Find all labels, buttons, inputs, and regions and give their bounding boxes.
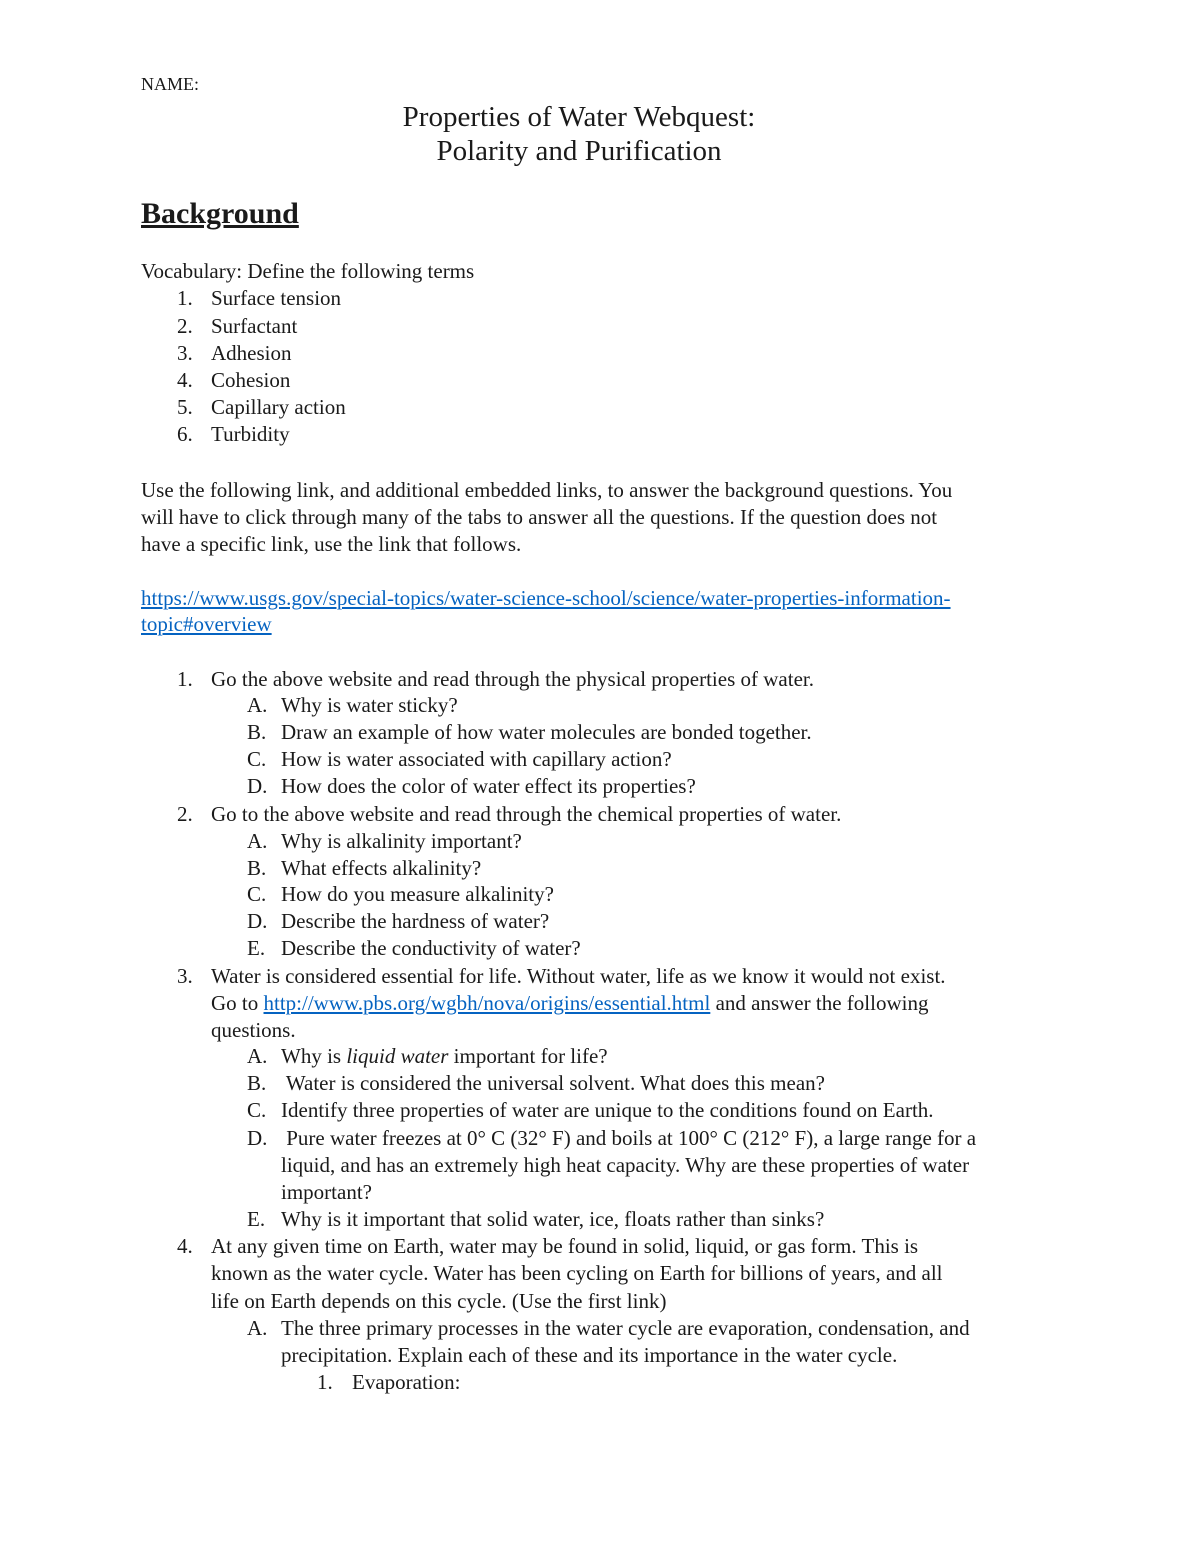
vocab-term: Adhesion [211, 341, 292, 365]
sub-letter: D. [247, 909, 268, 933]
sub-question-text: important for life? [448, 1044, 608, 1068]
vocab-term: Surfactant [211, 314, 298, 338]
sub-letter: C. [247, 747, 267, 771]
name-label: NAME: [141, 74, 199, 94]
usgs-link-line-1[interactable]: https://www.usgs.gov/special-topics/water-science-school/science/water-properties-information- [141, 586, 951, 610]
instructions-line-1: Use the following link, and additional embedded links, to answer the background questions. You [141, 478, 953, 502]
section-heading-background: Background [141, 197, 299, 230]
sub-letter: D. [247, 1126, 268, 1150]
sub-letter: E. [247, 936, 266, 960]
sub-question: Why is water sticky? [281, 693, 458, 717]
sub-letter: C. [247, 1098, 267, 1122]
sub-letter: D. [247, 774, 268, 798]
question-2-text: Go to the above website and read through the chemical properties of water. [211, 802, 842, 826]
question-3-line-2 [211, 990, 928, 1017]
question-3-line-3: questions. [211, 1018, 296, 1042]
vocab-num: 2. [177, 314, 193, 338]
vocab-num: 4. [177, 368, 193, 392]
question-number: 1. [177, 667, 193, 691]
title-line-1: Properties of Water Webquest: [402, 101, 756, 133]
question-1-text: Go the above website and read through the physical properties of water. [211, 667, 814, 691]
vocab-term: Capillary action [211, 395, 346, 419]
sub-question-text: Why is [281, 1044, 347, 1068]
sub-letter: C. [247, 882, 267, 906]
sub-question: Describe the hardness of water? [281, 909, 550, 933]
sub-letter: A. [247, 829, 268, 853]
vocab-num: 3. [177, 341, 193, 365]
vocab-num: 5. [177, 395, 193, 419]
question-number: 4. [177, 1234, 193, 1258]
sub-question: Why is it important that solid water, ice, floats rather than sinks? [281, 1207, 825, 1231]
instructions-line-3: have a specific link, use the link that follows. [141, 532, 522, 556]
sub-letter: A. [247, 693, 268, 717]
sub-question-cont: liquid, and has an extremely high heat capacity. Why are these properties of water [281, 1153, 970, 1177]
vocab-term: Turbidity [211, 422, 290, 446]
sub-letter: A. [247, 1316, 268, 1340]
vocab-term: Cohesion [211, 368, 291, 392]
sub-question: Describe the conductivity of water? [281, 936, 581, 960]
question-4-line-1: At any given time on Earth, water may be found in solid, liquid, or gas form. This is [211, 1234, 919, 1258]
vocab-num: 6. [177, 422, 193, 446]
question-3-answer-text: and answer the following [710, 991, 929, 1015]
sub-question: How does the color of water effect its properties? [281, 774, 696, 798]
question-4-line-2: known as the water cycle. Water has been cycling on Earth for billions of years, and all [211, 1261, 943, 1285]
sub-question-cont: precipitation. Explain each of these and its importance in the water cycle. [281, 1343, 898, 1367]
question-4-line-3: life on Earth depends on this cycle. (Use the first link) [211, 1289, 667, 1313]
sub-sub-item: Evaporation: [352, 1370, 461, 1394]
sub-question: Draw an example of how water molecules are bonded together. [281, 720, 812, 744]
usgs-link-line-2[interactable]: topic#overview [141, 612, 272, 636]
vocab-intro: Vocabulary: Define the following terms [141, 259, 475, 283]
sub-sub-number: 1. [317, 1370, 333, 1394]
sub-question: How do you measure alkalinity? [281, 882, 554, 906]
sub-question: Identify three properties of water are unique to the conditions found on Earth. [281, 1098, 934, 1122]
sub-question: Water is considered the universal solvent. What does this mean? [281, 1071, 825, 1095]
vocab-num: 1. [177, 286, 193, 310]
question-3-line-1: Water is considered essential for life. Without water, life as we know it would not exist. [211, 964, 946, 988]
sub-letter: A. [247, 1044, 268, 1068]
pbs-link[interactable]: http://www.pbs.org/wgbh/nova/origins/essential.html [263, 991, 711, 1015]
question-number: 2. [177, 802, 193, 826]
sub-question: How is water associated with capillary action? [281, 747, 672, 771]
sub-question: Why is alkalinity important? [281, 829, 522, 853]
question-number: 3. [177, 964, 193, 988]
sub-question: What effects alkalinity? [281, 856, 482, 880]
sub-question-cont: important? [281, 1180, 372, 1204]
question-3-goto: Go to [211, 991, 264, 1015]
sub-question [281, 1043, 608, 1070]
vocab-term: Surface tension [211, 286, 342, 310]
sub-letter: B. [247, 720, 267, 744]
instructions-line-2: will have to click through many of the tabs to answer all the questions. If the question does not [141, 505, 938, 529]
sub-letter: E. [247, 1207, 266, 1231]
title-line-2: Polarity and Purification [436, 135, 722, 167]
emphasis-liquid-water: liquid water [346, 1044, 449, 1068]
sub-letter: B. [247, 856, 267, 880]
sub-question: Pure water freezes at 0° C (32° F) and boils at 100° C (212° F), a large range for a [281, 1126, 977, 1150]
sub-letter: B. [247, 1071, 267, 1095]
sub-question: The three primary processes in the water cycle are evaporation, condensation, and [281, 1316, 970, 1340]
